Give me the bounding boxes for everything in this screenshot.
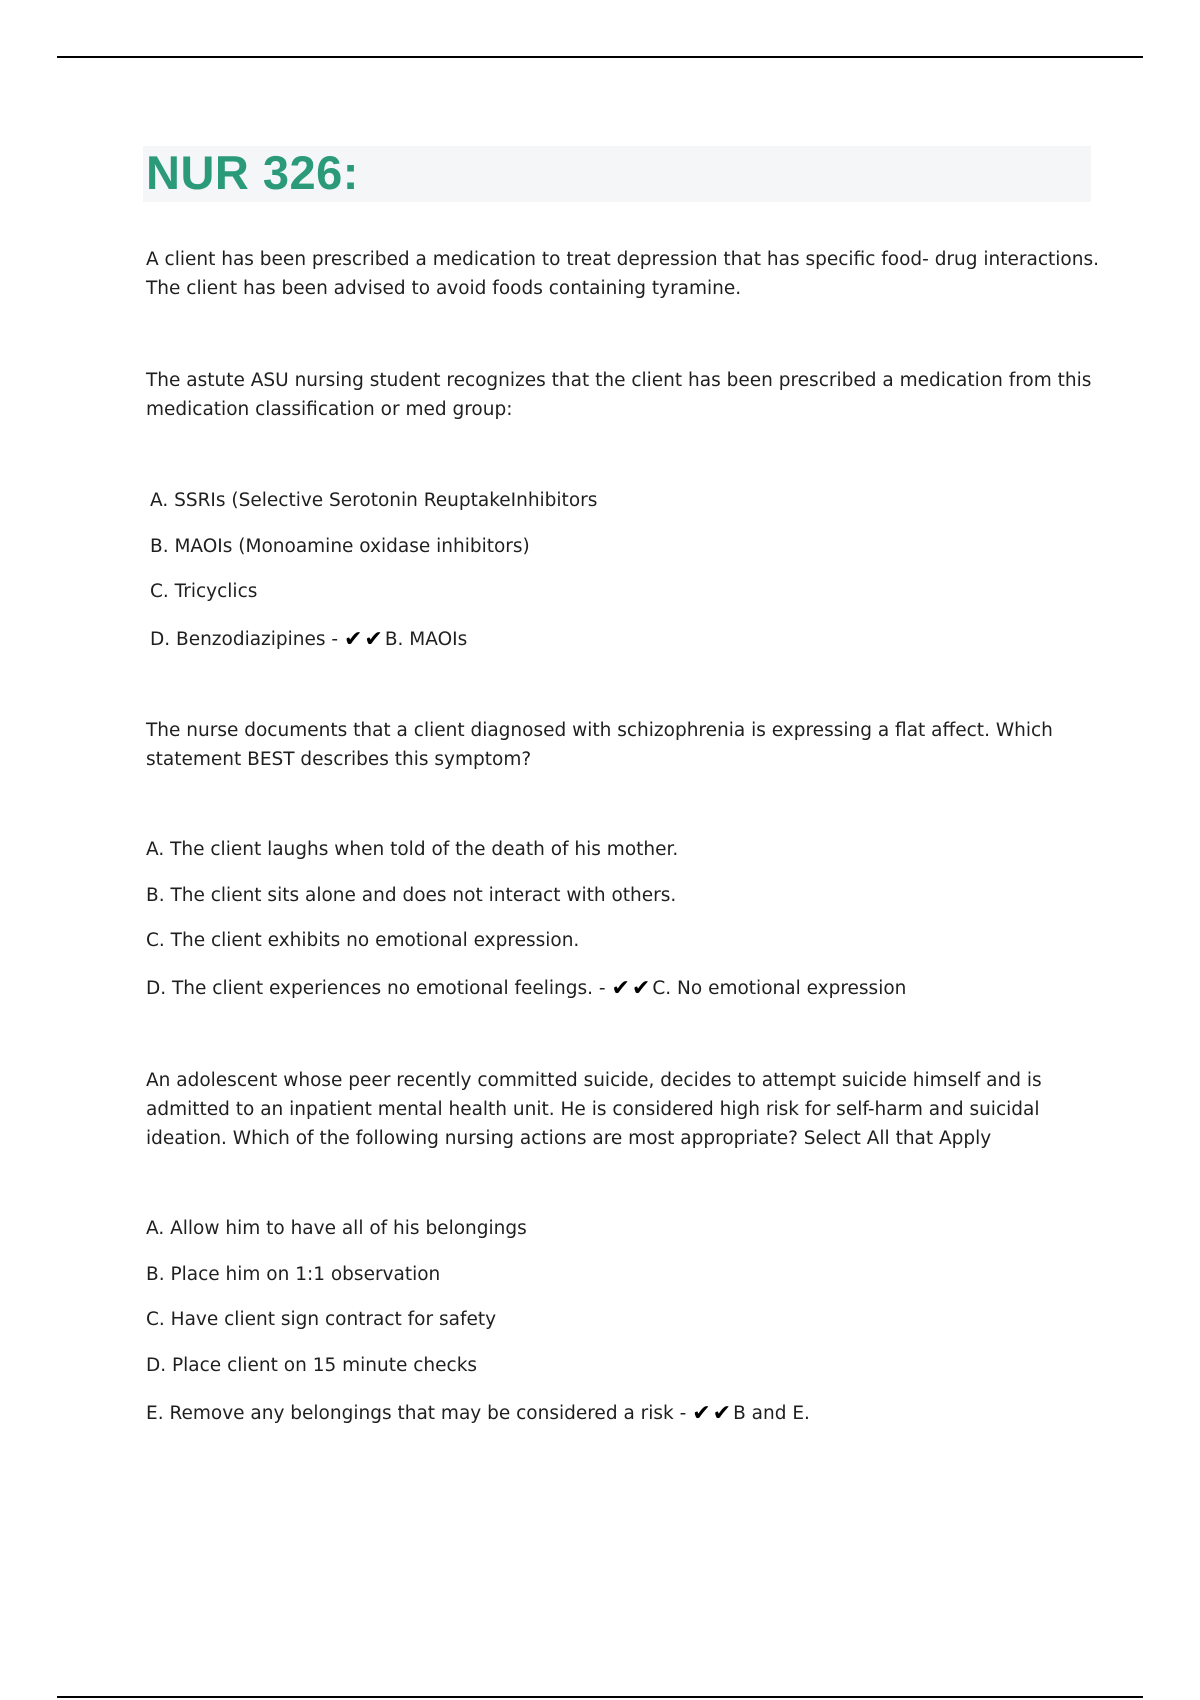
q2-option-a: A. The client laughs when told of the death of his mother. <box>146 839 679 860</box>
q2-option-d: D. The client experiences no emotional feelings. - <box>146 978 606 999</box>
check-mark-icon: ✔ <box>611 976 630 1001</box>
check-mark-icon: ✔ <box>712 1401 732 1426</box>
q3-option-d: D. Place client on 15 minute checks <box>146 1355 478 1376</box>
q1-option-b: B. MAOIs (Monoamine oxidase inhibitors) <box>150 536 530 557</box>
page-title: NUR 326: <box>146 146 359 199</box>
q3-option-b: B. Place him on 1:1 observation <box>146 1264 441 1285</box>
q3-option-a: A. Allow him to have all of his belongings <box>146 1218 527 1239</box>
q3-option-c: C. Have client sign contract for safety <box>146 1309 497 1330</box>
bottom-rule <box>57 1696 1143 1698</box>
q3-option-e: E. Remove any belongings that may be considered a risk - <box>146 1403 687 1424</box>
top-rule <box>57 56 1143 58</box>
q1-option-d: D. Benzodiazipines - <box>150 629 339 650</box>
check-mark-icon: ✔ <box>364 627 383 652</box>
q2-answer: C. No emotional expression <box>652 978 907 999</box>
q3-question: An adolescent whose peer recently committed suicide, decides to attempt suicide himself and is admitted to an inpatient mental health unit. He is considered high risk for self-harm and suicidal ideation. Which of the following nursing actions are most appropriate? Select All that Apply <box>146 1070 1042 1149</box>
q2-option-c: C. The client exhibits no emotional expression. <box>146 930 580 951</box>
q2-option-d-with-answer <box>146 977 906 1001</box>
q1-option-a: A. SSRIs (Selective Serotonin ReuptakeInhibitors <box>150 490 598 511</box>
q1-intro: A client has been prescribed a medication to treat depression that has specific food- drug interactions. The client has been advised to avoid foods containing tyramine. <box>146 249 1099 299</box>
q1-answer: B. MAOIs <box>384 629 468 650</box>
check-mark-icon: ✔ <box>343 627 363 652</box>
q1-option-c: C. Tricyclics <box>150 581 258 602</box>
q1-question: The astute ASU nursing student recognizes that the client has been prescribed a medication from this medication classification or med group: <box>146 370 1092 420</box>
check-mark-icon: ✔ <box>692 1401 711 1426</box>
q2-question: The nurse documents that a client diagnosed with schizophrenia is expressing a flat affect. Which statement BEST describes this symptom? <box>146 720 1053 770</box>
check-mark-icon: ✔ <box>631 976 651 1001</box>
q3-answer: B and E. <box>733 1403 810 1424</box>
q3-option-e-with-answer <box>146 1402 810 1426</box>
q2-option-b: B. The client sits alone and does not interact with others. <box>146 885 677 906</box>
q1-option-d-with-answer <box>150 628 467 652</box>
